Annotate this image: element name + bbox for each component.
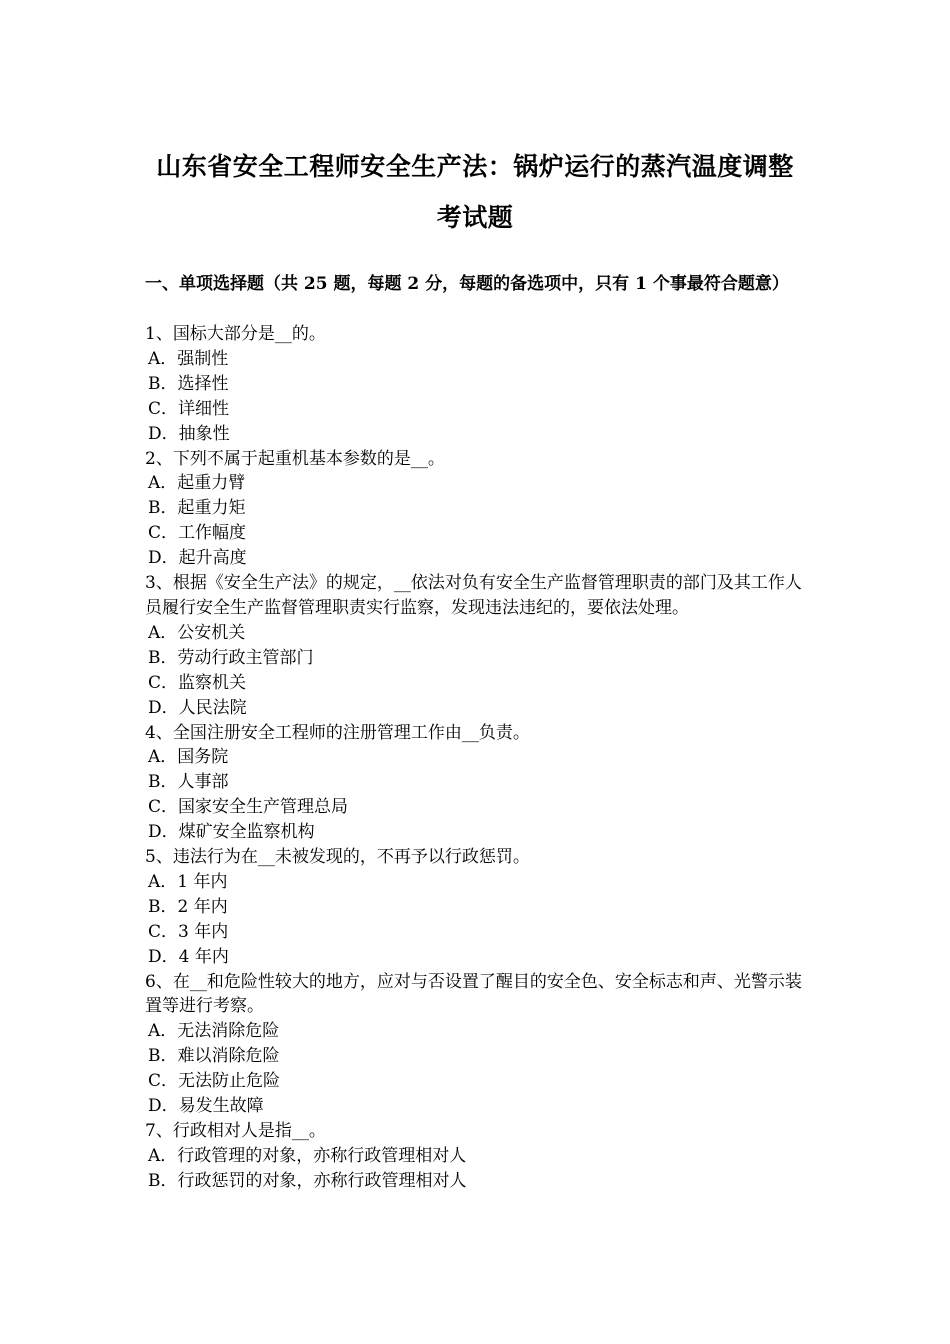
option-letter: B． [148,896,178,917]
answer-option [145,745,815,770]
option-text: 4 年内 [178,946,229,967]
option-letter: C． [148,921,179,942]
option-text: 人事部 [177,772,229,793]
answer-option [145,920,815,945]
answer-option [145,820,815,845]
option-text: 行政管理的对象，亦称行政管理相对人 [177,1145,467,1166]
option-text: 行政惩罚的对象，亦称行政管理相对人 [177,1170,467,1191]
question-text: 2、下列不属于起重机基本参数的是__。 [145,448,445,469]
option-letter: A． [148,1021,178,1042]
answer-option [145,397,815,422]
section-heading: 一、单项选择题（共 25 题，每题 2 分，每题的备选项中，只有 1 个事最符合题意） [145,274,789,294]
option-text: 抽象性 [178,423,230,444]
answer-option [145,1094,815,1119]
question-list [145,322,815,1194]
answer-option [145,347,815,372]
answer-option [145,621,815,646]
option-text: 无法消除危险 [177,1021,280,1042]
option-text: 公安机关 [177,622,246,643]
option-text: 劳动行政主管部门 [177,647,314,668]
option-letter: C． [148,398,179,419]
option-letter: C． [148,1071,179,1092]
option-text: 3 年内 [178,921,229,942]
answer-option [145,870,815,895]
answer-option [145,1169,815,1194]
option-letter: A． [148,348,178,369]
document-title-line-2: 考试题 [436,203,514,232]
option-letter: D． [148,423,179,444]
option-letter: D． [148,697,179,718]
answer-option [145,1044,815,1069]
option-letter: A． [148,747,178,768]
answer-option [145,895,815,920]
option-letter: A． [148,473,178,494]
answer-option [145,671,815,696]
answer-option [145,422,815,447]
option-letter: D． [148,1096,179,1117]
answer-option [145,372,815,397]
option-letter: B． [148,772,178,793]
answer-option [145,696,815,721]
option-text: 国家安全生产管理总局 [178,797,349,818]
option-text: 起重力矩 [177,498,246,519]
option-letter: C． [148,797,179,818]
answer-option [145,770,815,795]
answer-option [145,795,815,820]
option-letter: A． [148,871,178,892]
answer-option [145,546,815,571]
question-text: 3、根据《安全生产法》的规定，__依法对负有安全生产监督管理职责的部门及其工作人员履行安全生产监督管理职责实行监察，发现违法违纪的，要依法处理。 [145,573,802,618]
option-letter: D． [148,822,179,843]
option-text: 难以消除危险 [177,1046,280,1067]
option-text: 煤矿安全监察机构 [178,822,315,843]
option-letter: A． [148,1145,178,1166]
option-text: 详细性 [178,398,230,419]
option-text: 强制性 [177,348,229,369]
answer-option [145,521,815,546]
answer-option [145,1019,815,1044]
option-text: 监察机关 [178,672,247,693]
option-letter: B． [148,498,178,519]
option-letter: D． [148,946,179,967]
option-text: 起重力臂 [177,473,246,494]
option-letter: A． [148,622,178,643]
question-text: 7、行政相对人是指__。 [145,1121,326,1141]
option-text: 选择性 [177,373,229,394]
option-text: 无法防止危险 [178,1071,281,1092]
option-letter: C． [148,523,179,544]
option-letter: B． [148,647,178,668]
answer-option [145,1069,815,1094]
option-text: 国务院 [177,747,229,768]
answer-option [145,471,815,496]
option-text: 工作幅度 [178,523,247,544]
question-text: 1、国标大部分是__的。 [145,324,326,344]
answer-option [145,496,815,521]
option-letter: B． [148,1046,178,1067]
option-text: 2 年内 [177,896,228,917]
option-text: 起升高度 [178,548,247,569]
option-text: 1 年内 [177,871,228,892]
question-text: 6、在__和危险性较大的地方，应对与否设置了醒目的安全色、安全标志和声、光警示装置等进行考察。 [145,971,802,1017]
option-letter: B． [148,373,178,394]
question-text: 4、全国注册安全工程师的注册管理工作由__负责。 [145,722,530,743]
option-text: 易发生故障 [178,1096,264,1117]
answer-option [145,945,815,970]
answer-option [145,1144,815,1169]
option-text: 人民法院 [178,697,247,718]
question-text: 5、违法行为在__未被发现的，不再予以行政惩罚。 [145,847,530,868]
document-title-line-1: 山东省安全工程师安全生产法：锅炉运行的蒸汽温度调整 [156,152,794,181]
option-letter: D． [148,548,179,569]
option-letter: B． [148,1170,178,1191]
option-letter: C． [148,672,179,693]
answer-option [145,646,815,671]
